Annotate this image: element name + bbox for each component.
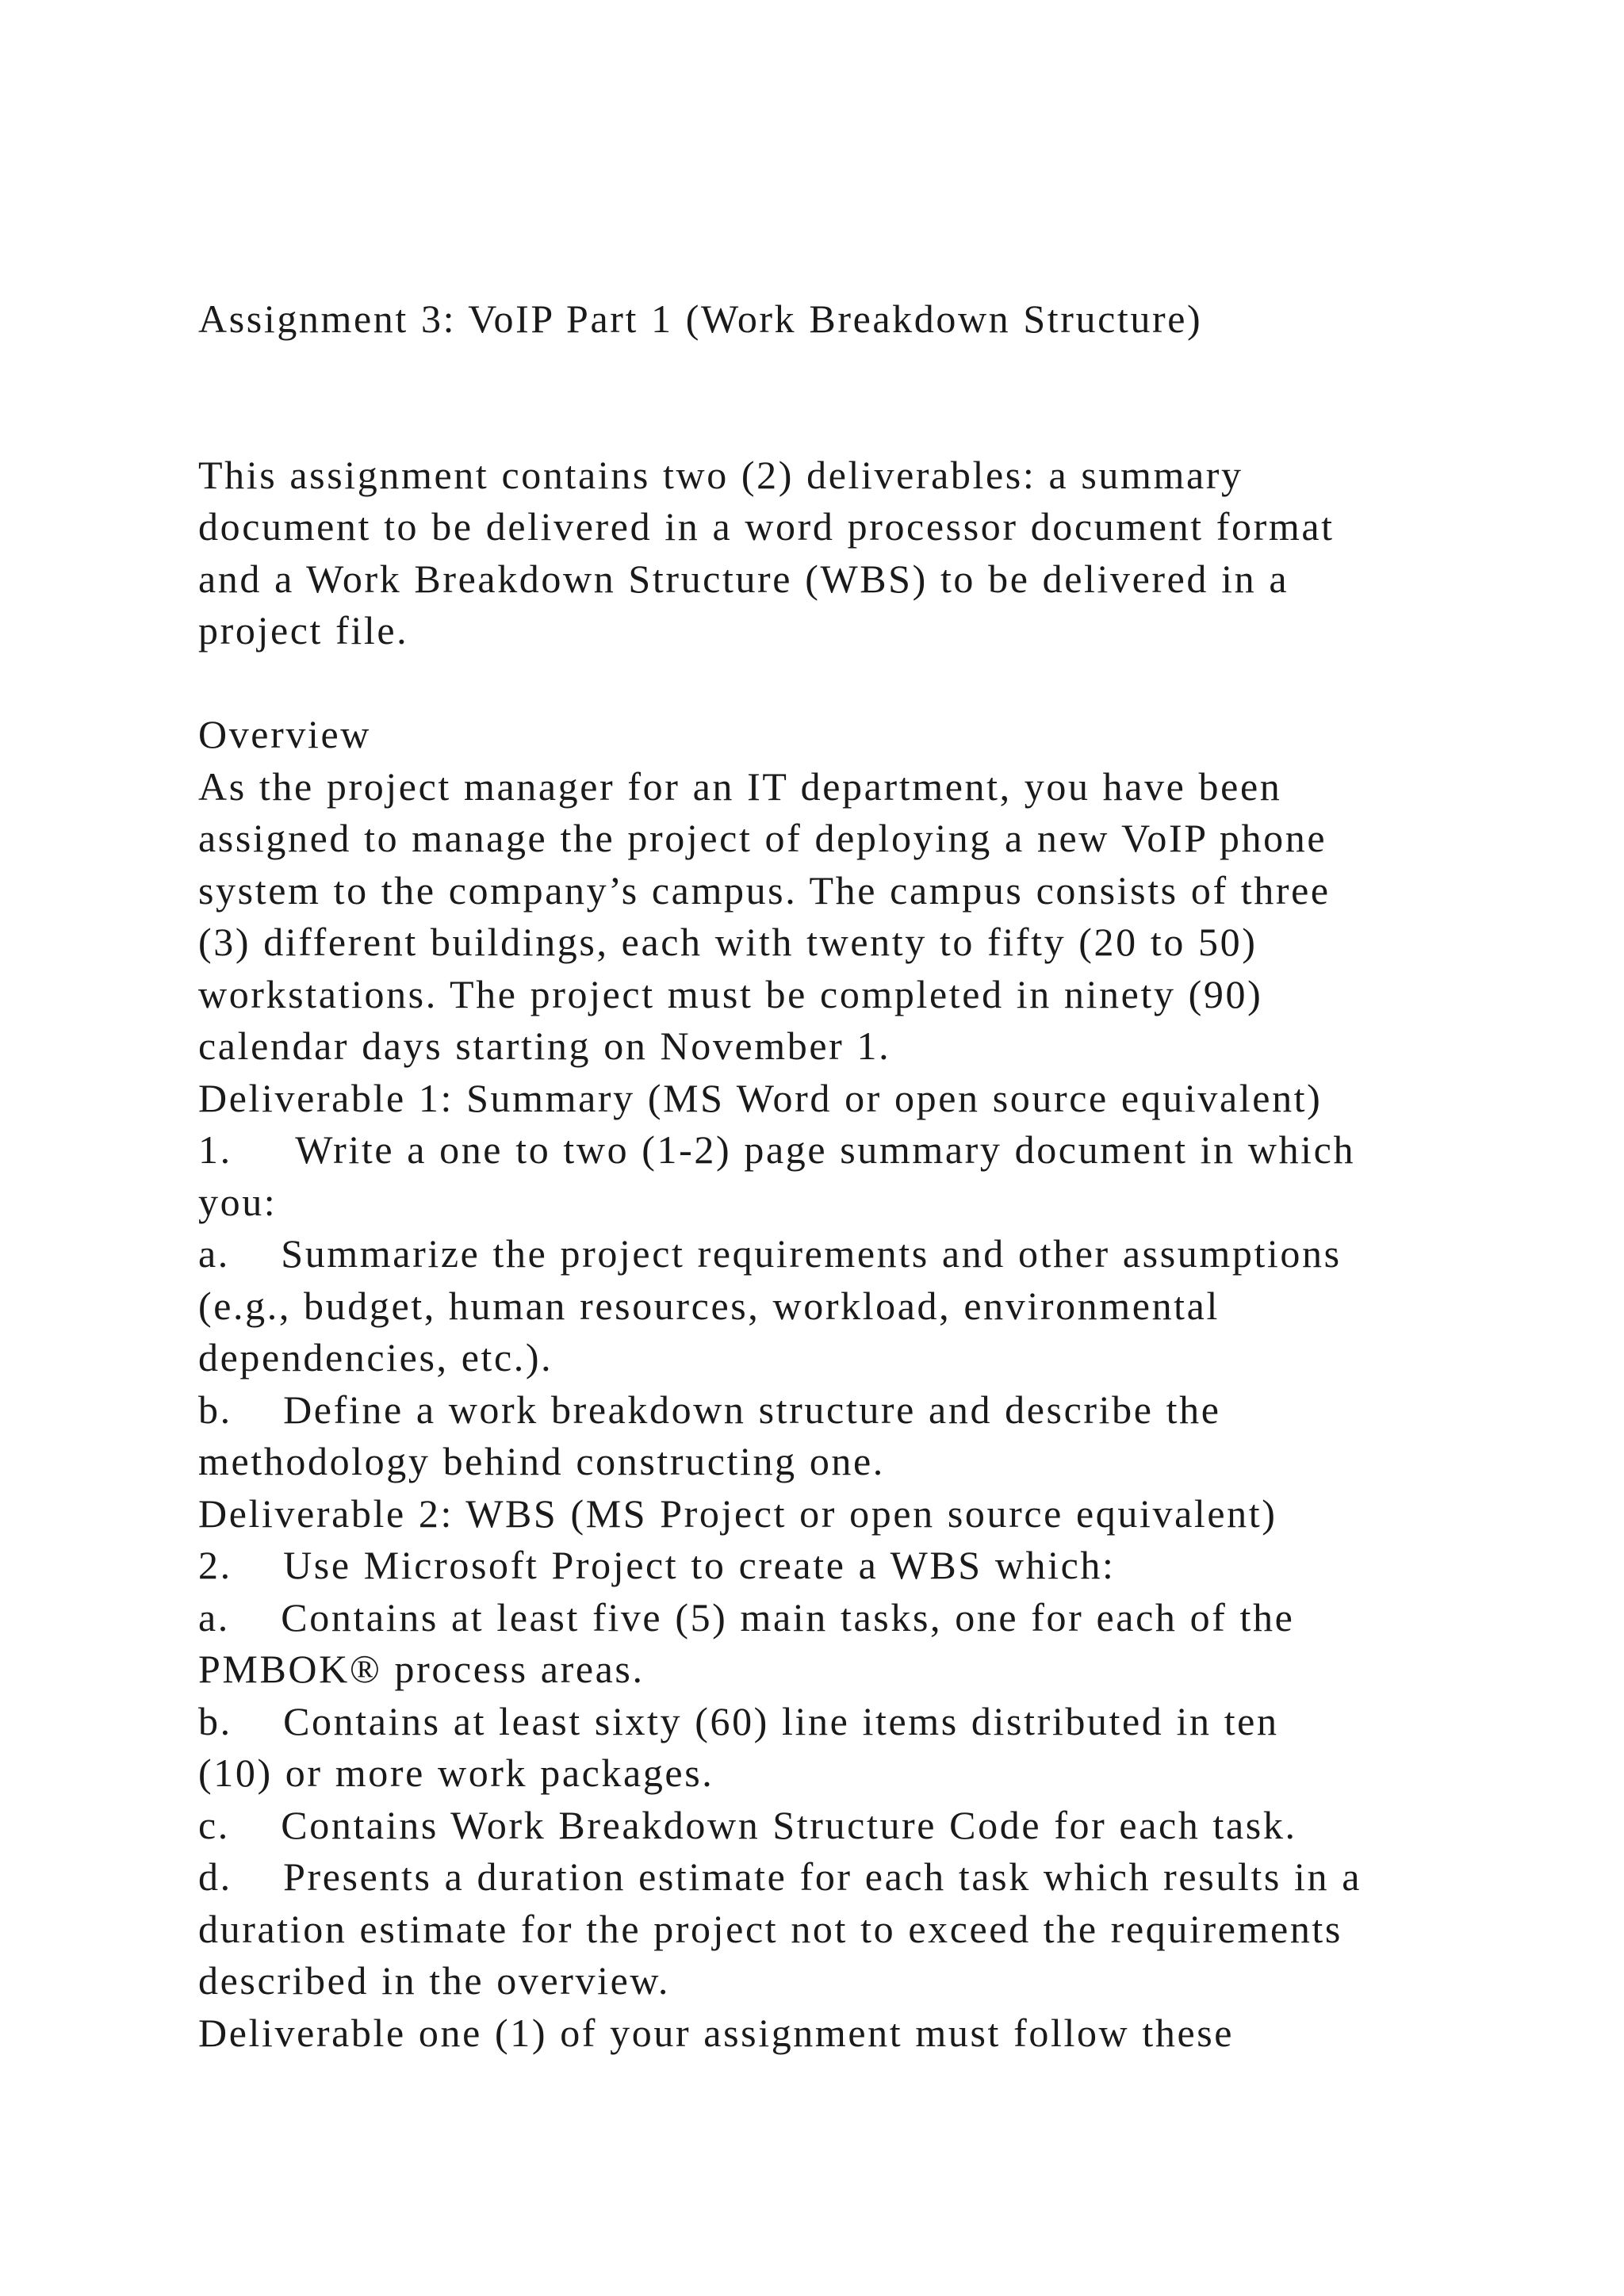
intro-line: This assignment contains two (2) deliverables: a summary bbox=[198, 452, 1243, 497]
deliverable2-line: (10) or more work packages. bbox=[198, 1751, 714, 1795]
deliverable2-line: duration estimate for the project not to exceed the requirements bbox=[198, 1906, 1342, 1951]
deliverable2-line: a. Contains at least five (5) main tasks, one for each of the bbox=[198, 1594, 1295, 1640]
deliverable1-line: you: bbox=[198, 1179, 278, 1224]
deliverable2-line: b. Contains at least sixty (60) line items distributed in ten bbox=[198, 1698, 1279, 1743]
deliverable2-line: c. Contains Work Breakdown Structure Code for each task. bbox=[198, 1802, 1297, 1847]
deliverable2-line: d. Presents a duration estimate for each task which results in a bbox=[198, 1854, 1362, 1899]
spacer bbox=[198, 346, 1435, 450]
overview-line: assigned to manage the project of deploying a new VoIP phone bbox=[198, 816, 1327, 860]
document-title: Assignment 3: VoIP Part 1 (Work Breakdown Structure) bbox=[198, 297, 1203, 341]
deliverable1-line: (e.g., budget, human resources, workload, environmental bbox=[198, 1283, 1220, 1328]
intro-line: and a Work Breakdown Structure (WBS) to be delivered in a bbox=[198, 556, 1289, 601]
overview-heading: Overview bbox=[198, 712, 371, 756]
deliverable1-line: methodology behind constructing one. bbox=[198, 1439, 885, 1483]
deliverable2-line: PMBOK® process areas. bbox=[198, 1647, 645, 1691]
overview-line: workstations. The project must be completed in ninety (90) bbox=[198, 971, 1263, 1016]
deliverable1-line: a. Summarize the project requirements and other assumptions bbox=[198, 1231, 1342, 1276]
intro-line: project file. bbox=[198, 608, 409, 652]
deliverable1-line: dependencies, etc.). bbox=[198, 1335, 553, 1380]
deliverable1-heading: Deliverable 1: Summary (MS Word or open source equivalent) bbox=[198, 1075, 1323, 1120]
deliverable2-line: 2. Use Microsoft Project to create a WBS which: bbox=[198, 1543, 1116, 1587]
deliverable2-heading: Deliverable 2: WBS (MS Project or open source equivalent) bbox=[198, 1490, 1277, 1536]
document-body bbox=[198, 293, 1435, 2059]
intro-line: document to be delivered in a word processor document format bbox=[198, 504, 1335, 549]
deliverable2-line: described in the overview. bbox=[198, 1958, 670, 2003]
deliverable1-line: b. Define a work breakdown structure and describe the bbox=[198, 1387, 1221, 1432]
spacer bbox=[198, 657, 1435, 710]
overview-line: (3) different buildings, each with twenty to fifty (20 to 50) bbox=[198, 920, 1258, 964]
overview-line: As the project manager for an IT department, you have been bbox=[198, 763, 1282, 809]
closing-line: Deliverable one (1) of your assignment must follow these bbox=[198, 2010, 1235, 2055]
overview-line: system to the company’s campus. The campus consists of three bbox=[198, 867, 1331, 913]
deliverable1-line: 1. Write a one to two (1-2) page summary document in which bbox=[198, 1127, 1356, 1172]
overview-line: calendar days starting on November 1. bbox=[198, 1024, 891, 1068]
